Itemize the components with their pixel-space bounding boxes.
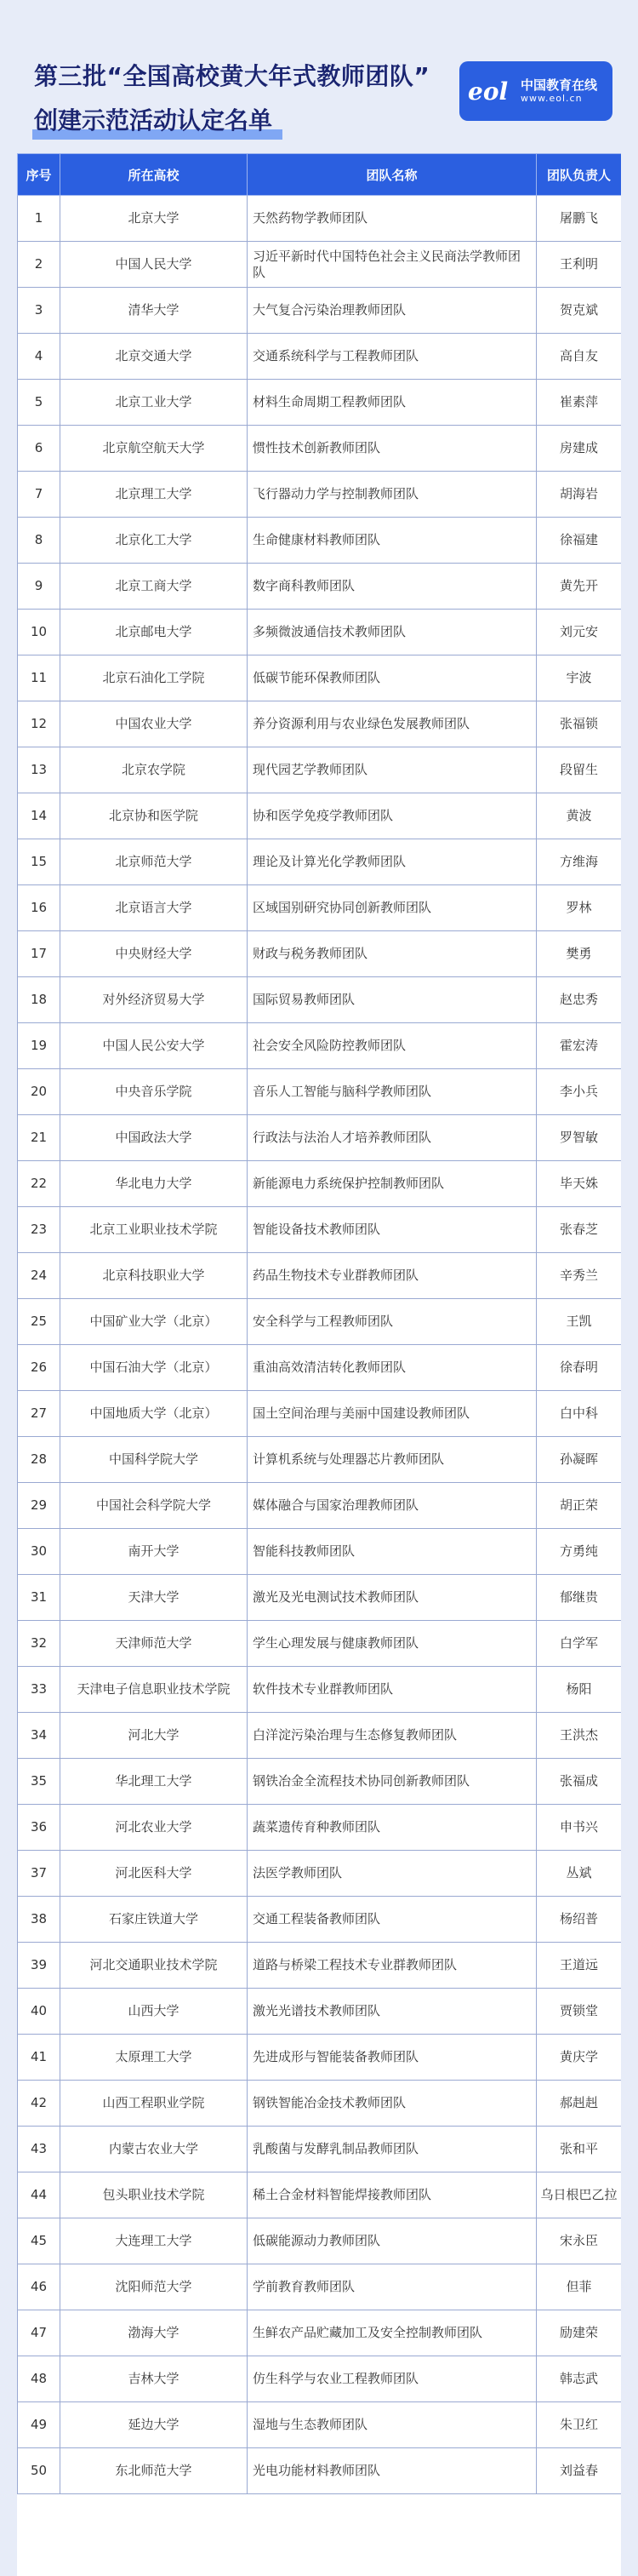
row-index: 50 <box>18 2448 60 2494</box>
table-row <box>18 1943 622 1989</box>
row-school: 中国石油大学（北京） <box>60 1345 248 1391</box>
row-index: 30 <box>18 1529 60 1575</box>
row-school: 中国地质大学（北京） <box>60 1391 248 1437</box>
row-index: 3 <box>18 288 60 334</box>
table-row <box>18 2172 622 2218</box>
row-team-name: 交通工程装备教师团队 <box>248 1897 537 1943</box>
row-school: 北京交通大学 <box>60 334 248 380</box>
row-index: 26 <box>18 1345 60 1391</box>
row-leader: 丛斌 <box>537 1851 622 1897</box>
logo-url: www.eol.cn <box>521 93 583 105</box>
row-leader: 朱卫红 <box>537 2402 622 2448</box>
row-index: 22 <box>18 1161 60 1207</box>
table-row <box>18 885 622 931</box>
logo-text <box>521 77 597 104</box>
row-school: 东北师范大学 <box>60 2448 248 2494</box>
table-row <box>18 1851 622 1897</box>
table-row <box>18 839 622 885</box>
row-index: 49 <box>18 2402 60 2448</box>
page-title-line1: 第三批“全国高校黄大年式教师团队” <box>34 62 430 90</box>
row-leader: 刘元安 <box>537 610 622 655</box>
row-leader: 王凯 <box>537 1299 622 1345</box>
row-index: 17 <box>18 931 60 977</box>
row-team-name: 低碳能源动力教师团队 <box>248 2218 537 2264</box>
row-school: 沈阳师范大学 <box>60 2264 248 2310</box>
row-school: 清华大学 <box>60 288 248 334</box>
row-leader: 杨绍普 <box>537 1897 622 1943</box>
row-team-name: 智能设备技术教师团队 <box>248 1207 537 1253</box>
row-leader: 但菲 <box>537 2264 622 2310</box>
table-row <box>18 334 622 380</box>
row-leader: 段留生 <box>537 747 622 793</box>
table-row <box>18 1805 622 1851</box>
row-index: 39 <box>18 1943 60 1989</box>
row-leader: 郝赳赳 <box>537 2081 622 2127</box>
row-index: 46 <box>18 2264 60 2310</box>
table-header-row <box>18 154 622 196</box>
row-school: 天津大学 <box>60 1575 248 1621</box>
row-leader: 王道远 <box>537 1943 622 1989</box>
row-team-name: 稀土合金材料智能焊接教师团队 <box>248 2172 537 2218</box>
row-school: 北京工业职业技术学院 <box>60 1207 248 1253</box>
row-leader: 张春芝 <box>537 1207 622 1253</box>
table-row <box>18 1391 622 1437</box>
row-index: 14 <box>18 793 60 839</box>
row-team-name: 低碳节能环保教师团队 <box>248 655 537 701</box>
row-index: 10 <box>18 610 60 655</box>
row-leader: 宋永臣 <box>537 2218 622 2264</box>
row-index: 37 <box>18 1851 60 1897</box>
row-index: 40 <box>18 1989 60 2035</box>
table-row <box>18 242 622 288</box>
row-team-name: 蔬菜遗传育种教师团队 <box>248 1805 537 1851</box>
row-leader: 黄先开 <box>537 564 622 610</box>
row-team-name: 习近平新时代中国特色社会主义民商法学教师团队 <box>248 242 537 288</box>
table-body <box>18 196 622 2494</box>
row-school: 包头职业技术学院 <box>60 2172 248 2218</box>
row-leader: 黄庆学 <box>537 2035 622 2081</box>
row-index: 5 <box>18 380 60 426</box>
table-row <box>18 977 622 1023</box>
row-team-name: 药品生物技术专业群教师团队 <box>248 1253 537 1299</box>
row-school: 渤海大学 <box>60 2310 248 2356</box>
row-team-name: 财政与税务教师团队 <box>248 931 537 977</box>
row-index: 6 <box>18 426 60 472</box>
table-row <box>18 564 622 610</box>
row-school: 中央财经大学 <box>60 931 248 977</box>
row-school: 天津师范大学 <box>60 1621 248 1667</box>
row-team-name: 仿生科学与农业工程教师团队 <box>248 2356 537 2402</box>
table-row <box>18 2127 622 2172</box>
table-row <box>18 288 622 334</box>
row-index: 33 <box>18 1667 60 1713</box>
row-school: 中国政法大学 <box>60 1115 248 1161</box>
row-team-name: 软件技术专业群教师团队 <box>248 1667 537 1713</box>
table-row <box>18 2310 622 2356</box>
table-row <box>18 380 622 426</box>
row-team-name: 光电功能材料教师团队 <box>248 2448 537 2494</box>
row-leader: 张和平 <box>537 2127 622 2172</box>
row-team-name: 智能科技教师团队 <box>248 1529 537 1575</box>
table-row <box>18 2448 622 2494</box>
row-index: 13 <box>18 747 60 793</box>
table-row <box>18 1621 622 1667</box>
row-team-name: 多频微波通信技术教师团队 <box>248 610 537 655</box>
row-school: 中国人民大学 <box>60 242 248 288</box>
row-index: 24 <box>18 1253 60 1299</box>
row-team-name: 交通系统科学与工程教师团队 <box>248 334 537 380</box>
row-team-name: 安全科学与工程教师团队 <box>248 1299 537 1345</box>
row-team-name: 社会安全风险防控教师团队 <box>248 1023 537 1069</box>
table-container <box>17 153 621 2576</box>
row-leader: 毕天姝 <box>537 1161 622 1207</box>
table-row <box>18 931 622 977</box>
row-school: 北京邮电大学 <box>60 610 248 655</box>
row-index: 32 <box>18 1621 60 1667</box>
row-school: 中国农业大学 <box>60 701 248 747</box>
row-index: 28 <box>18 1437 60 1483</box>
row-team-name: 钢铁冶金全流程技术协同创新教师团队 <box>248 1759 537 1805</box>
table-row <box>18 518 622 564</box>
row-team-name: 道路与桥梁工程技术专业群教师团队 <box>248 1943 537 1989</box>
row-team-name: 养分资源利用与农业绿色发展教师团队 <box>248 701 537 747</box>
table-row <box>18 1759 622 1805</box>
row-leader: 励建荣 <box>537 2310 622 2356</box>
row-team-name: 现代园艺学教师团队 <box>248 747 537 793</box>
row-leader: 乌日根巴乙拉 <box>537 2172 622 2218</box>
row-school: 北京科技职业大学 <box>60 1253 248 1299</box>
row-index: 23 <box>18 1207 60 1253</box>
row-school: 中国人民公安大学 <box>60 1023 248 1069</box>
row-team-name: 激光光谱技术教师团队 <box>248 1989 537 2035</box>
row-index: 12 <box>18 701 60 747</box>
row-leader: 宇波 <box>537 655 622 701</box>
row-team-name: 学前教育教师团队 <box>248 2264 537 2310</box>
row-index: 29 <box>18 1483 60 1529</box>
row-school: 北京工商大学 <box>60 564 248 610</box>
row-school: 中央音乐学院 <box>60 1069 248 1115</box>
row-leader: 徐春明 <box>537 1345 622 1391</box>
row-team-name: 重油高效清洁转化教师团队 <box>248 1345 537 1391</box>
table-row <box>18 610 622 655</box>
row-leader: 樊勇 <box>537 931 622 977</box>
row-index: 11 <box>18 655 60 701</box>
row-leader: 杨阳 <box>537 1667 622 1713</box>
row-leader: 李小兵 <box>537 1069 622 1115</box>
row-team-name: 生命健康材料教师团队 <box>248 518 537 564</box>
row-team-name: 材料生命周期工程教师团队 <box>248 380 537 426</box>
row-school: 北京理工大学 <box>60 472 248 518</box>
row-school: 天津电子信息职业技术学院 <box>60 1667 248 1713</box>
row-team-name: 媒体融合与国家治理教师团队 <box>248 1483 537 1529</box>
row-index: 4 <box>18 334 60 380</box>
table-row <box>18 1023 622 1069</box>
table-row <box>18 1437 622 1483</box>
table-row <box>18 2035 622 2081</box>
row-index: 41 <box>18 2035 60 2081</box>
row-leader: 贾锁堂 <box>537 1989 622 2035</box>
logo-name: 中国教育在线 <box>521 77 598 94</box>
row-index: 44 <box>18 2172 60 2218</box>
row-school: 中国矿业大学（北京） <box>60 1299 248 1345</box>
table-row <box>18 1897 622 1943</box>
row-team-name: 协和医学免疫学教师团队 <box>248 793 537 839</box>
row-school: 太原理工大学 <box>60 2035 248 2081</box>
table-row <box>18 2402 622 2448</box>
row-team-name: 白洋淀污染治理与生态修复教师团队 <box>248 1713 537 1759</box>
row-school: 山西工程职业学院 <box>60 2081 248 2127</box>
row-leader: 申书兴 <box>537 1805 622 1851</box>
table-row <box>18 793 622 839</box>
row-team-name: 计算机系统与处理器芯片教师团队 <box>248 1437 537 1483</box>
row-school: 河北大学 <box>60 1713 248 1759</box>
row-school: 华北电力大学 <box>60 1161 248 1207</box>
eol-logo <box>459 61 612 121</box>
row-index: 38 <box>18 1897 60 1943</box>
col-header-team: 团队名称 <box>248 154 537 196</box>
row-index: 21 <box>18 1115 60 1161</box>
row-team-name: 新能源电力系统保护控制教师团队 <box>248 1161 537 1207</box>
row-school: 北京航空航天大学 <box>60 426 248 472</box>
row-team-name: 湿地与生态教师团队 <box>248 2402 537 2448</box>
row-team-name: 学生心理发展与健康教师团队 <box>248 1621 537 1667</box>
row-leader: 刘益春 <box>537 2448 622 2494</box>
row-index: 36 <box>18 1805 60 1851</box>
row-leader: 黄波 <box>537 793 622 839</box>
row-school: 南开大学 <box>60 1529 248 1575</box>
row-team-name: 惯性技术创新教师团队 <box>248 426 537 472</box>
row-school: 北京协和医学院 <box>60 793 248 839</box>
row-index: 9 <box>18 564 60 610</box>
row-school: 北京农学院 <box>60 747 248 793</box>
row-index: 1 <box>18 196 60 242</box>
row-school: 石家庄铁道大学 <box>60 1897 248 1943</box>
row-leader: 王洪杰 <box>537 1713 622 1759</box>
col-header-school: 所在高校 <box>60 154 248 196</box>
row-index: 42 <box>18 2081 60 2127</box>
table-row <box>18 196 622 242</box>
row-team-name: 大气复合污染治理教师团队 <box>248 288 537 334</box>
row-index: 15 <box>18 839 60 885</box>
row-team-name: 法医学教师团队 <box>248 1851 537 1897</box>
table-row <box>18 2081 622 2127</box>
table-row <box>18 1667 622 1713</box>
table-row <box>18 1989 622 2035</box>
table-row <box>18 2264 622 2310</box>
row-index: 2 <box>18 242 60 288</box>
row-team-name: 国土空间治理与美丽中国建设教师团队 <box>248 1391 537 1437</box>
row-index: 16 <box>18 885 60 931</box>
row-school: 山西大学 <box>60 1989 248 2035</box>
row-school: 内蒙古农业大学 <box>60 2127 248 2172</box>
row-team-name: 音乐人工智能与脑科学教师团队 <box>248 1069 537 1115</box>
row-leader: 胡海岩 <box>537 472 622 518</box>
page-title-line2: 创建示范活动认定名单 <box>34 100 277 141</box>
table-row <box>18 2218 622 2264</box>
row-school: 北京化工大学 <box>60 518 248 564</box>
row-school: 北京语言大学 <box>60 885 248 931</box>
row-index: 45 <box>18 2218 60 2264</box>
row-leader: 白中科 <box>537 1391 622 1437</box>
row-school: 延边大学 <box>60 2402 248 2448</box>
team-table <box>17 153 621 2494</box>
table-row <box>18 1161 622 1207</box>
table-row <box>18 747 622 793</box>
row-school: 大连理工大学 <box>60 2218 248 2264</box>
table-row <box>18 472 622 518</box>
row-leader: 贺克斌 <box>537 288 622 334</box>
col-header-leader: 团队负责人 <box>537 154 622 196</box>
row-team-name: 理论及计算光化学教师团队 <box>248 839 537 885</box>
row-school: 中国科学院大学 <box>60 1437 248 1483</box>
row-team-name: 行政法与法治人才培养教师团队 <box>248 1115 537 1161</box>
row-school: 华北理工大学 <box>60 1759 248 1805</box>
row-leader: 王利明 <box>537 242 622 288</box>
row-index: 7 <box>18 472 60 518</box>
row-index: 25 <box>18 1299 60 1345</box>
table-row <box>18 1483 622 1529</box>
table-row <box>18 426 622 472</box>
row-index: 43 <box>18 2127 60 2172</box>
row-leader: 辛秀兰 <box>537 1253 622 1299</box>
row-leader: 方勇纯 <box>537 1529 622 1575</box>
table-row <box>18 1069 622 1115</box>
row-index: 47 <box>18 2310 60 2356</box>
row-team-name: 天然药物学教师团队 <box>248 196 537 242</box>
row-school: 北京师范大学 <box>60 839 248 885</box>
row-team-name: 钢铁智能冶金技术教师团队 <box>248 2081 537 2127</box>
row-leader: 郁继贵 <box>537 1575 622 1621</box>
row-team-name: 数字商科教师团队 <box>248 564 537 610</box>
table-row <box>18 655 622 701</box>
table-row <box>18 1253 622 1299</box>
row-school: 河北农业大学 <box>60 1805 248 1851</box>
row-school: 吉林大学 <box>60 2356 248 2402</box>
row-index: 48 <box>18 2356 60 2402</box>
row-leader: 房建成 <box>537 426 622 472</box>
row-index: 34 <box>18 1713 60 1759</box>
table-row <box>18 1299 622 1345</box>
table-row <box>18 1345 622 1391</box>
row-leader: 白学军 <box>537 1621 622 1667</box>
row-school: 中国社会科学院大学 <box>60 1483 248 1529</box>
row-school: 河北交通职业技术学院 <box>60 1943 248 1989</box>
row-leader: 高自友 <box>537 334 622 380</box>
table-row <box>18 1529 622 1575</box>
row-school: 北京工业大学 <box>60 380 248 426</box>
row-school: 对外经济贸易大学 <box>60 977 248 1023</box>
table-row <box>18 1713 622 1759</box>
table-row <box>18 1115 622 1161</box>
row-team-name: 激光及光电测试技术教师团队 <box>248 1575 537 1621</box>
header <box>0 0 638 153</box>
row-leader: 张福成 <box>537 1759 622 1805</box>
table-row <box>18 1207 622 1253</box>
row-school: 北京石油化工学院 <box>60 655 248 701</box>
table-row <box>18 701 622 747</box>
row-leader: 韩志武 <box>537 2356 622 2402</box>
row-leader: 孙凝晖 <box>537 1437 622 1483</box>
row-leader: 屠鹏飞 <box>537 196 622 242</box>
row-school: 北京大学 <box>60 196 248 242</box>
logo-mark: eol <box>468 77 509 106</box>
row-leader: 张福锁 <box>537 701 622 747</box>
row-team-name: 乳酸菌与发酵乳制品教师团队 <box>248 2127 537 2172</box>
row-index: 27 <box>18 1391 60 1437</box>
row-leader: 徐福建 <box>537 518 622 564</box>
row-leader: 胡正荣 <box>537 1483 622 1529</box>
row-leader: 赵忠秀 <box>537 977 622 1023</box>
row-index: 8 <box>18 518 60 564</box>
table-row <box>18 1575 622 1621</box>
table-row <box>18 2356 622 2402</box>
row-index: 18 <box>18 977 60 1023</box>
row-team-name: 先进成形与智能装备教师团队 <box>248 2035 537 2081</box>
row-school: 河北医科大学 <box>60 1851 248 1897</box>
row-team-name: 飞行器动力学与控制教师团队 <box>248 472 537 518</box>
row-leader: 罗林 <box>537 885 622 931</box>
row-leader: 罗智敏 <box>537 1115 622 1161</box>
row-index: 19 <box>18 1023 60 1069</box>
row-index: 35 <box>18 1759 60 1805</box>
col-header-index: 序号 <box>18 154 60 196</box>
row-index: 20 <box>18 1069 60 1115</box>
row-team-name: 生鲜农产品贮藏加工及安全控制教师团队 <box>248 2310 537 2356</box>
row-leader: 霍宏涛 <box>537 1023 622 1069</box>
row-leader: 方维海 <box>537 839 622 885</box>
row-leader: 崔素萍 <box>537 380 622 426</box>
row-team-name: 国际贸易教师团队 <box>248 977 537 1023</box>
row-team-name: 区域国别研究协同创新教师团队 <box>248 885 537 931</box>
row-index: 31 <box>18 1575 60 1621</box>
